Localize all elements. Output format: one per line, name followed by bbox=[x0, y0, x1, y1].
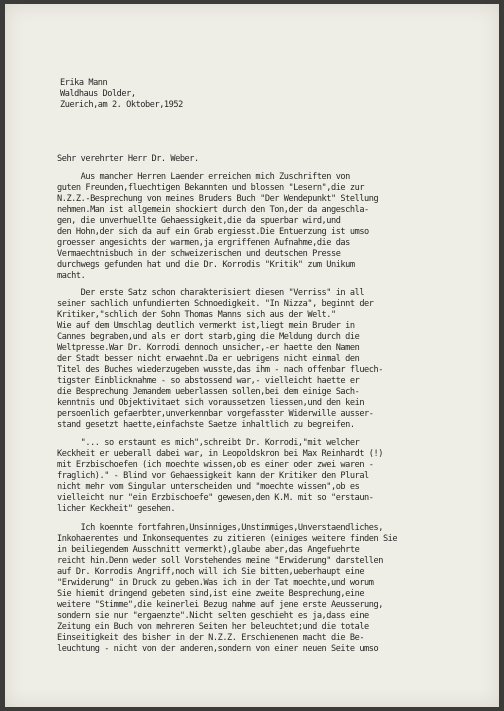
typewritten-letter bbox=[5, 4, 499, 707]
paragraph-1-line: gen, die unverhuellte Gehaessigkeit,die da spuerbar wird,und bbox=[57, 216, 341, 226]
paragraph-1-line: N.Z.Z.-Besprechung von meines Bruders Buch "Der Wendepunkt" Stellung bbox=[57, 194, 379, 204]
paragraph-4-line: Einseitigkeit des bisher in der N.Z.Z. Erschienenen macht die Be- bbox=[57, 633, 365, 643]
paragraph-2-line: der Stadt besser nicht erwaehnt.Da er uebrigens nicht einmal den bbox=[57, 354, 360, 364]
paragraph-4-line: Zeitung ein Buch von mehreren Seiten her beleuchtet;und die totale bbox=[57, 622, 369, 632]
paragraph-4-line: auf Dr. Korrodis Angriff,noch will ich Sie bitten,ueberhaupt eine bbox=[57, 567, 365, 577]
paragraph-2-line: Cannes begraben,und als er dort starb,ging die Meldung durch die bbox=[57, 332, 360, 342]
paragraph-3-line: licher Keckheit" gesehen. bbox=[57, 504, 176, 514]
paragraph-4-line: "Erwiderung" in Druck zu geben.Was ich in der Tat moechte,und worum bbox=[57, 578, 374, 588]
paragraph-4-line: reicht hin.Denn weder soll Vorstehendes meine "Erwiderung" darstellen bbox=[57, 556, 383, 566]
paragraph-2-line: Der erste Satz schon charakterisiert diesen "Verriss" in all bbox=[57, 288, 365, 298]
paragraph-1-line: macht. bbox=[57, 271, 86, 281]
paragraph-2-line: Wie auf dem Umschlag deutlich vermerkt ist,liegt mein Bruder in bbox=[57, 321, 355, 331]
paragraph-2-line: tigster Einblicknahme - so abstossend war,- vielleicht haette er bbox=[57, 376, 360, 386]
paragraph-4-line: Inkohaerentes und Inkonsequentes zu zitieren (einiges weitere finden Sie bbox=[57, 534, 398, 544]
paragraph-1-line: Vermaechtnisbuch in der schweizerischen und deutschen Presse bbox=[57, 249, 341, 259]
paragraph-1-line: nehmen.Man ist allgemein shockiert durch den Ton,der da angeschla- bbox=[57, 205, 369, 215]
paragraph-1-line: durchwegs gefunden hat und die Dr. Korrodis "Kritik" zum Unikum bbox=[57, 260, 355, 270]
sender-address: Waldhaus Dolder, bbox=[60, 89, 136, 99]
paragraph-1-line: groesser angesichts der warmen,ja ergriffenen Aufnahme,die das bbox=[57, 238, 350, 248]
paragraph-1-line: den Hohn,der sich da auf ein Grab ergiesst.Die Entuerzung ist umso bbox=[57, 227, 369, 237]
paragraph-1-line: Aus mancher Herren Laender erreichen mich Zuschriften von bbox=[57, 172, 350, 182]
paragraph-4-line: sondern sie nur "ergaenzte".Nicht selten geschieht es ja,dass eine bbox=[57, 611, 369, 621]
paragraph-1-line: guten Freunden,fluechtigen Bekannten und blossen "Lesern",die zur bbox=[57, 183, 365, 193]
letter-date: Zuerich,am 2. Oktober,1952 bbox=[60, 100, 183, 110]
paragraph-2-line: persoenlich gefaerbter,unverkennbar vorgefasster Widerwille ausser- bbox=[57, 409, 374, 419]
paragraph-2-line: die Besprechung Jemandem ueberlassen sollen,bei dem einige Sach- bbox=[57, 387, 360, 397]
paragraph-2-line: stand gesetzt haette,einfachste Saetze inhaltlich zu begreifen. bbox=[57, 420, 355, 430]
paragraph-2-line: seiner sachlich unfundierten Schnoedigkeit. "In Nizza", beginnt der bbox=[57, 299, 374, 309]
paragraph-4-line: leuchtung - nicht von der anderen,sondern von einer neuen Seite umso bbox=[57, 644, 379, 654]
letter-page bbox=[5, 4, 499, 707]
paragraph-3-line: Keckheit er ueberall dabei war, in Leopoldskron bei Max Reinhardt (!) bbox=[57, 449, 383, 459]
paragraph-2-line: Kritiker,"schlich der Sohn Thomas Manns sich aus der Welt." bbox=[57, 310, 336, 320]
paragraph-3-line: mit Erzbischoefen (ich moechte wissen,ob es einer oder zwei waren - bbox=[57, 460, 374, 470]
paragraph-4-line: in beiliegendem Ausschnitt vermerkt),glaube aber,das Angefuehrte bbox=[57, 545, 360, 555]
paragraph-2-line: kenntnis und Objektivitaet sich voraussetzen liessen,und den kein bbox=[57, 398, 365, 408]
paragraph-4-line: weitere "Stimme",die keinerlei Bezug nahme auf jene erste Aeusserung, bbox=[57, 600, 383, 610]
paragraph-2-line: Weltpresse.War Dr. Korrodi dennoch unsicher,-er haette den Namen bbox=[57, 343, 360, 353]
paragraph-3-line: "... so erstaunt es mich",schreibt Dr. Korrodi,"mit welcher bbox=[57, 438, 360, 448]
paragraph-4-line: Ich koennte fortfahren,Unsinniges,Unstimmiges,Unverstaendliches, bbox=[57, 523, 383, 533]
paragraph-3-line: fraglich)." - Blind vor Gehaessigkeit kann der Kritiker den Plural bbox=[57, 471, 369, 481]
paragraph-3-line: nicht mehr vom Singular unterscheiden und "moechte wissen",ob es bbox=[57, 482, 360, 492]
sender-name: Erika Mann bbox=[60, 78, 108, 88]
paragraph-4-line: Sie hiemit dringend gebeten sind,ist eine zweite Besprechung,eine bbox=[57, 589, 365, 599]
paragraph-3-line: vielleicht nur "ein Erzbischoefe" gewesen,den K.M. mit so "erstaun- bbox=[57, 493, 374, 503]
paragraph-2-line: Titel des Buches wiederzugeben wusste,das ihm - nach offenbar fluech- bbox=[57, 365, 383, 375]
salutation: Sehr verehrter Herr Dr. Weber. bbox=[57, 154, 199, 164]
